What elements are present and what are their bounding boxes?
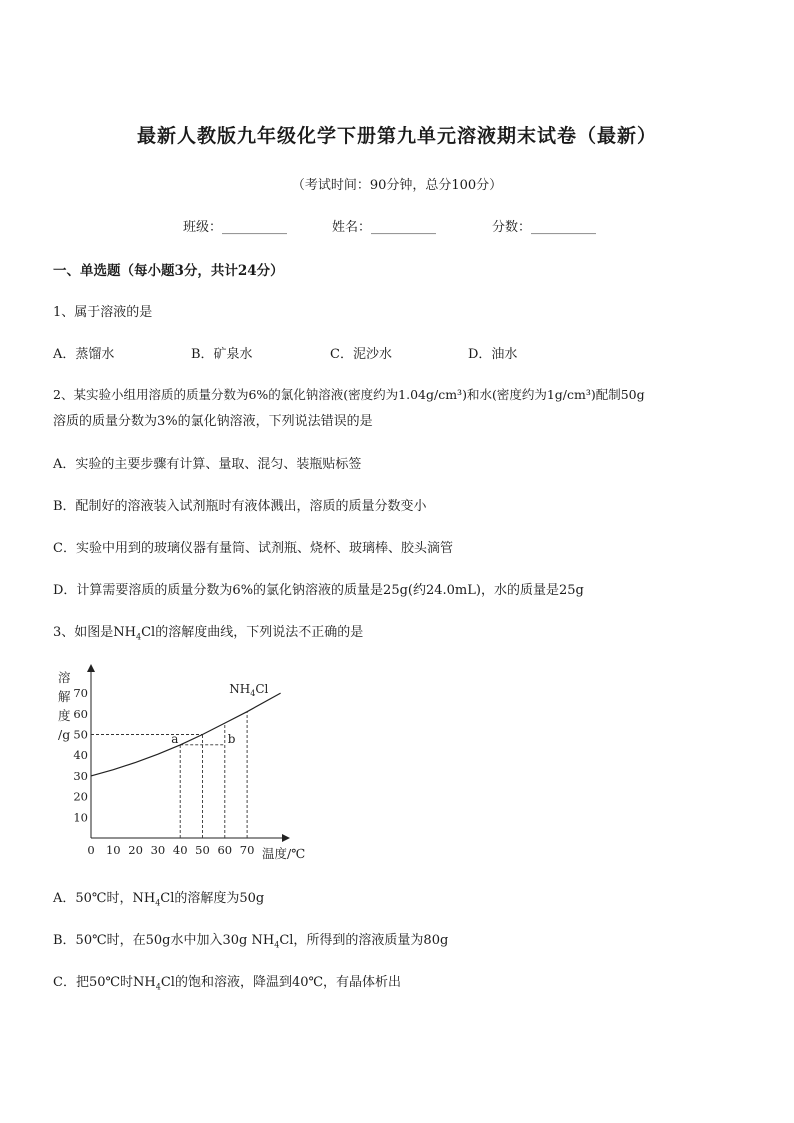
q3-option-b[interactable]: B．50℃时，在50g水中加入30g $NH_4Cl$，所得到的溶液质量为80g — [53, 933, 449, 950]
series-label-part: NH — [229, 682, 251, 697]
name-field[interactable]: 姓名：__________ — [332, 220, 437, 235]
y-axis-label-char: /g — [58, 727, 71, 742]
y-tick-label: 10 — [73, 810, 88, 825]
y-tick-label: 40 — [73, 748, 88, 763]
y-axis-label-char: 度 — [58, 708, 71, 723]
series-label-part: Cl — [255, 682, 269, 697]
x-axis-label: 温度/℃ — [262, 846, 306, 861]
question-1-stem: 1、属于溶液的是 — [53, 305, 153, 320]
q1-option-c[interactable]: C．泥沙水 — [330, 347, 392, 362]
question-3-stem: 3、如图是$NH_4Cl$的溶解度曲线，下列说法不正确的是 — [53, 625, 364, 642]
x-tick-label: 70 — [239, 843, 255, 857]
x-tick-label: 20 — [128, 843, 143, 857]
q1-option-b[interactable]: B．矿泉水 — [191, 347, 253, 362]
q1-option-d[interactable]: D．油水 — [468, 347, 518, 362]
section-heading: 一、单选题（每小题3分，共计24分） — [53, 263, 284, 279]
q3-option-c[interactable]: C．把50℃时$NH_4Cl$的饱和溶液，降温到40℃，有晶体析出 — [53, 975, 402, 992]
x-tick-label: 50 — [195, 843, 210, 857]
x-tick-label: 40 — [172, 843, 188, 857]
exam-info: （考试时间：90分钟，总分100分） — [291, 178, 503, 193]
point-label-a: a — [171, 731, 179, 746]
page-title: 最新人教版九年级化学下册第九单元溶液期末试卷（最新） — [136, 125, 657, 147]
question-2-stem-line2: 溶质的质量分数为3%的氯化钠溶液，下列说法错误的是 — [53, 414, 373, 429]
y-tick-label: 30 — [73, 768, 88, 783]
q2-option-d[interactable]: D．计算需要溶质的质量分数为6%的氯化钠溶液的质量是25g(约24.0mL)，水的质量是25g — [53, 583, 584, 598]
tick-labels — [73, 686, 254, 857]
solubility-chart — [50, 660, 320, 865]
series-label-nh4cl — [229, 682, 268, 698]
y-tick-label: 50 — [73, 727, 88, 742]
score-field[interactable]: 分数：__________ — [492, 220, 597, 235]
q2-option-c[interactable]: C．实验中用到的玻璃仪器有量筒、试剂瓶、烧杯、玻璃棒、胶头滴管 — [53, 541, 453, 556]
x-tick-label: 60 — [217, 843, 233, 857]
q2-option-a[interactable]: A．实验的主要步骤有计算、量取、混匀、装瓶贴标签 — [53, 457, 362, 472]
q1-option-a[interactable]: A．蒸馏水 — [53, 347, 115, 362]
class-field[interactable]: 班级：__________ — [183, 220, 288, 235]
q2-option-b[interactable]: B．配制好的溶液装入试剂瓶时有液体溅出，溶质的质量分数变小 — [53, 499, 427, 514]
y-tick-label: 20 — [73, 789, 88, 804]
y-tick-label: 60 — [73, 706, 88, 721]
q3-option-a[interactable]: A．50℃时，$NH_4Cl$的溶解度为50g — [53, 891, 265, 908]
dashed-guides — [91, 712, 247, 838]
y-axis-label-char: 溶 — [58, 670, 71, 685]
series-label-sub: 4 — [250, 689, 256, 699]
x-tick-label: 0 — [87, 843, 95, 857]
y-axis-label-char: 解 — [58, 689, 71, 704]
point-label-b: b — [227, 731, 236, 746]
y-axis-label — [58, 670, 71, 742]
series-line-nh4cl — [91, 693, 281, 776]
y-tick-label: 70 — [73, 686, 88, 701]
x-tick-label: 10 — [105, 843, 121, 857]
question-2-stem-line1: 2、某实验小组用溶质的质量分数为6%的氯化钠溶液(密度约为1.04g/cm³)和水(密度约为1g/cm³)配制50g — [53, 387, 645, 402]
x-tick-label: 30 — [150, 843, 166, 857]
